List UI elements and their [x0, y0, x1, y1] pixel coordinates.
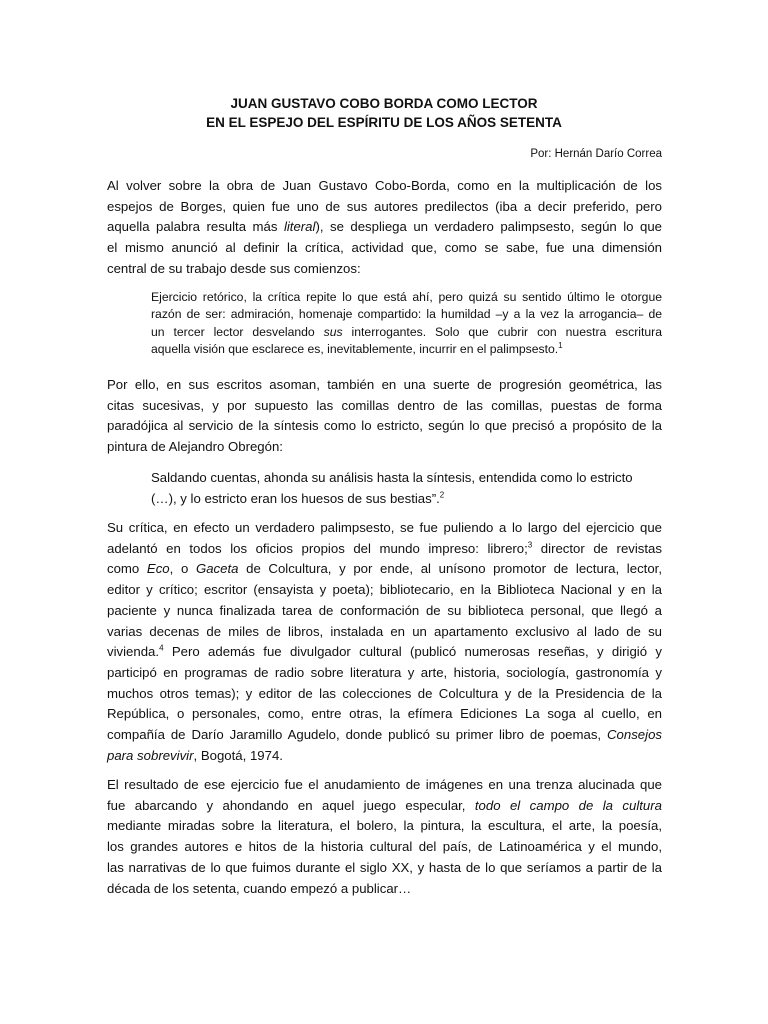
text-line: Por ello, en sus escritos asoman, también en una suerte de progresión geométrica, las [107, 377, 662, 392]
title-line-2: EN EL ESPEJO DEL ESPÍRITU DE LOS AÑOS SETENTA [206, 115, 562, 130]
text-line: vivienda.$^4$ Pero además fue divulgador cultural (publicó numerosas reseñas, y dirigió y [107, 643, 662, 660]
text-line: paradójica al servicio de la síntesis como lo estricto, según lo que precisó a propósito de la [107, 418, 662, 434]
document-title [0, 94, 768, 132]
paragraph-4 [107, 775, 662, 899]
paragraph-1 [107, 176, 662, 280]
text-line: las narrativas de lo que fuimos durante el siglo XX, y hasta de lo que seríamos a partir de la [107, 859, 662, 875]
footnote-ref: 1 [558, 341, 563, 351]
text-line: citas sucesivas, y por supuesto las comillas dentro de las comillas, puestas de forma [107, 397, 662, 413]
footnote-ref: 2 [439, 490, 445, 500]
quote-line: (…), y lo estricto eran los huesos de sus bestias”.$^2$ [151, 490, 445, 506]
text-line: los grandes autores e hitos de la historia cultural del país, de Latinoamérica y el mundo, [107, 839, 662, 855]
footnote-ref: 4 [159, 643, 164, 653]
text-line: adelantó en todos los oficios propios del mundo impreso: librero;$^3$ director de revistas [107, 540, 662, 556]
text-line: pintura de Alejandro Obregón: [107, 439, 283, 455]
text-line: varias decenas de miles de libros, instalada en un apartamento exclusivo al lado de su [107, 623, 662, 639]
text-line: Al volver sobre la obra de Juan Gustavo Cobo-Borda, como en la multiplicación de los [107, 178, 662, 193]
quote-line: Ejercicio retórico, la crítica repite lo que está ahí, pero quizá su sentido último le otorgue [151, 290, 662, 304]
text-line: Su crítica, en efecto un verdadero palimpsesto, se fue puliendo a lo largo del ejercicio que [107, 520, 662, 535]
text-line: participó en programas de radio sobre literatura y arte, historia, sociología, gastronomía y [107, 664, 662, 680]
quote-line: aquella visión que esclarece es, inevitablemente, incurrir en el palimpsesto.$^1$ [151, 341, 563, 357]
text-line: como Eco, o Gaceta de Colcultura, y por ende, al unísono promotor de lectura, lector, [107, 561, 662, 577]
text-line: muchos otros temas); y editor de las colecciones de Colcultura y de la Presidencia de la [107, 685, 662, 701]
text-line: editor y crítico; escritor (ensayista y poeta); bibliotecario, en la Biblioteca Nacional y en la [107, 582, 662, 598]
text-line: aquella palabra resulta más literal), se despliega un verdadero palimpsesto, según lo que [107, 219, 662, 235]
text-line: República, o personales, como, entre otras, la efímera Ediciones La soga al cuello, en [107, 706, 662, 722]
text-line: espejos de Borges, quien fue uno de sus autores predilectos (iba a decir preferido, pero [107, 198, 662, 214]
paragraph-3 [107, 518, 662, 766]
text-line: paciente y nunca finalizada tarea de conformación de su biblioteca personal, que llegó a [107, 602, 662, 618]
text-line: compañía de Darío Jaramillo Agudelo, donde publicó su primer libro de poemas, Consejos [107, 727, 662, 743]
quote-line: un tercer lector desvelando sus interrogantes. Solo que cubrir con nuestra escritura [151, 324, 662, 339]
text-line: década de los setenta, cuando empezó a publicar… [107, 880, 412, 896]
footnote-ref: 3 [527, 540, 533, 550]
text-line: el mismo anunció al definir la crítica, actividad que, como se sabe, fue una dimensión [107, 240, 662, 256]
text-line: El resultado de ese ejercicio fue el anudamiento de imágenes en una trenza alucinada que [107, 777, 662, 792]
text-line: mediante miradas sobre la literatura, el bolero, la pintura, la escultura, el arte, la poesía, [107, 818, 662, 834]
title-line-1: JUAN GUSTAVO COBO BORDA COMO LECTOR [230, 96, 538, 111]
text-line: para sobrevivir, Bogotá, 1974. [107, 747, 283, 763]
block-quote-2 [151, 467, 662, 509]
text-line: central de su trabajo desde sus comienzos: [107, 260, 361, 276]
author-byline: Por: Hernán Darío Correa [530, 148, 662, 160]
quote-line: Saldando cuentas, ahonda su análisis hasta la síntesis, entendida como lo estricto [151, 470, 633, 485]
paragraph-2 [107, 375, 662, 458]
text-line: fue abarcando y ahondando en aquel juego especular, todo el campo de la cultura [107, 797, 662, 813]
quote-line: razón de ser: admiración, homenaje compartido: la humildad –y a la vez la arrogancia– de [151, 307, 662, 322]
block-quote-1 [151, 289, 662, 359]
